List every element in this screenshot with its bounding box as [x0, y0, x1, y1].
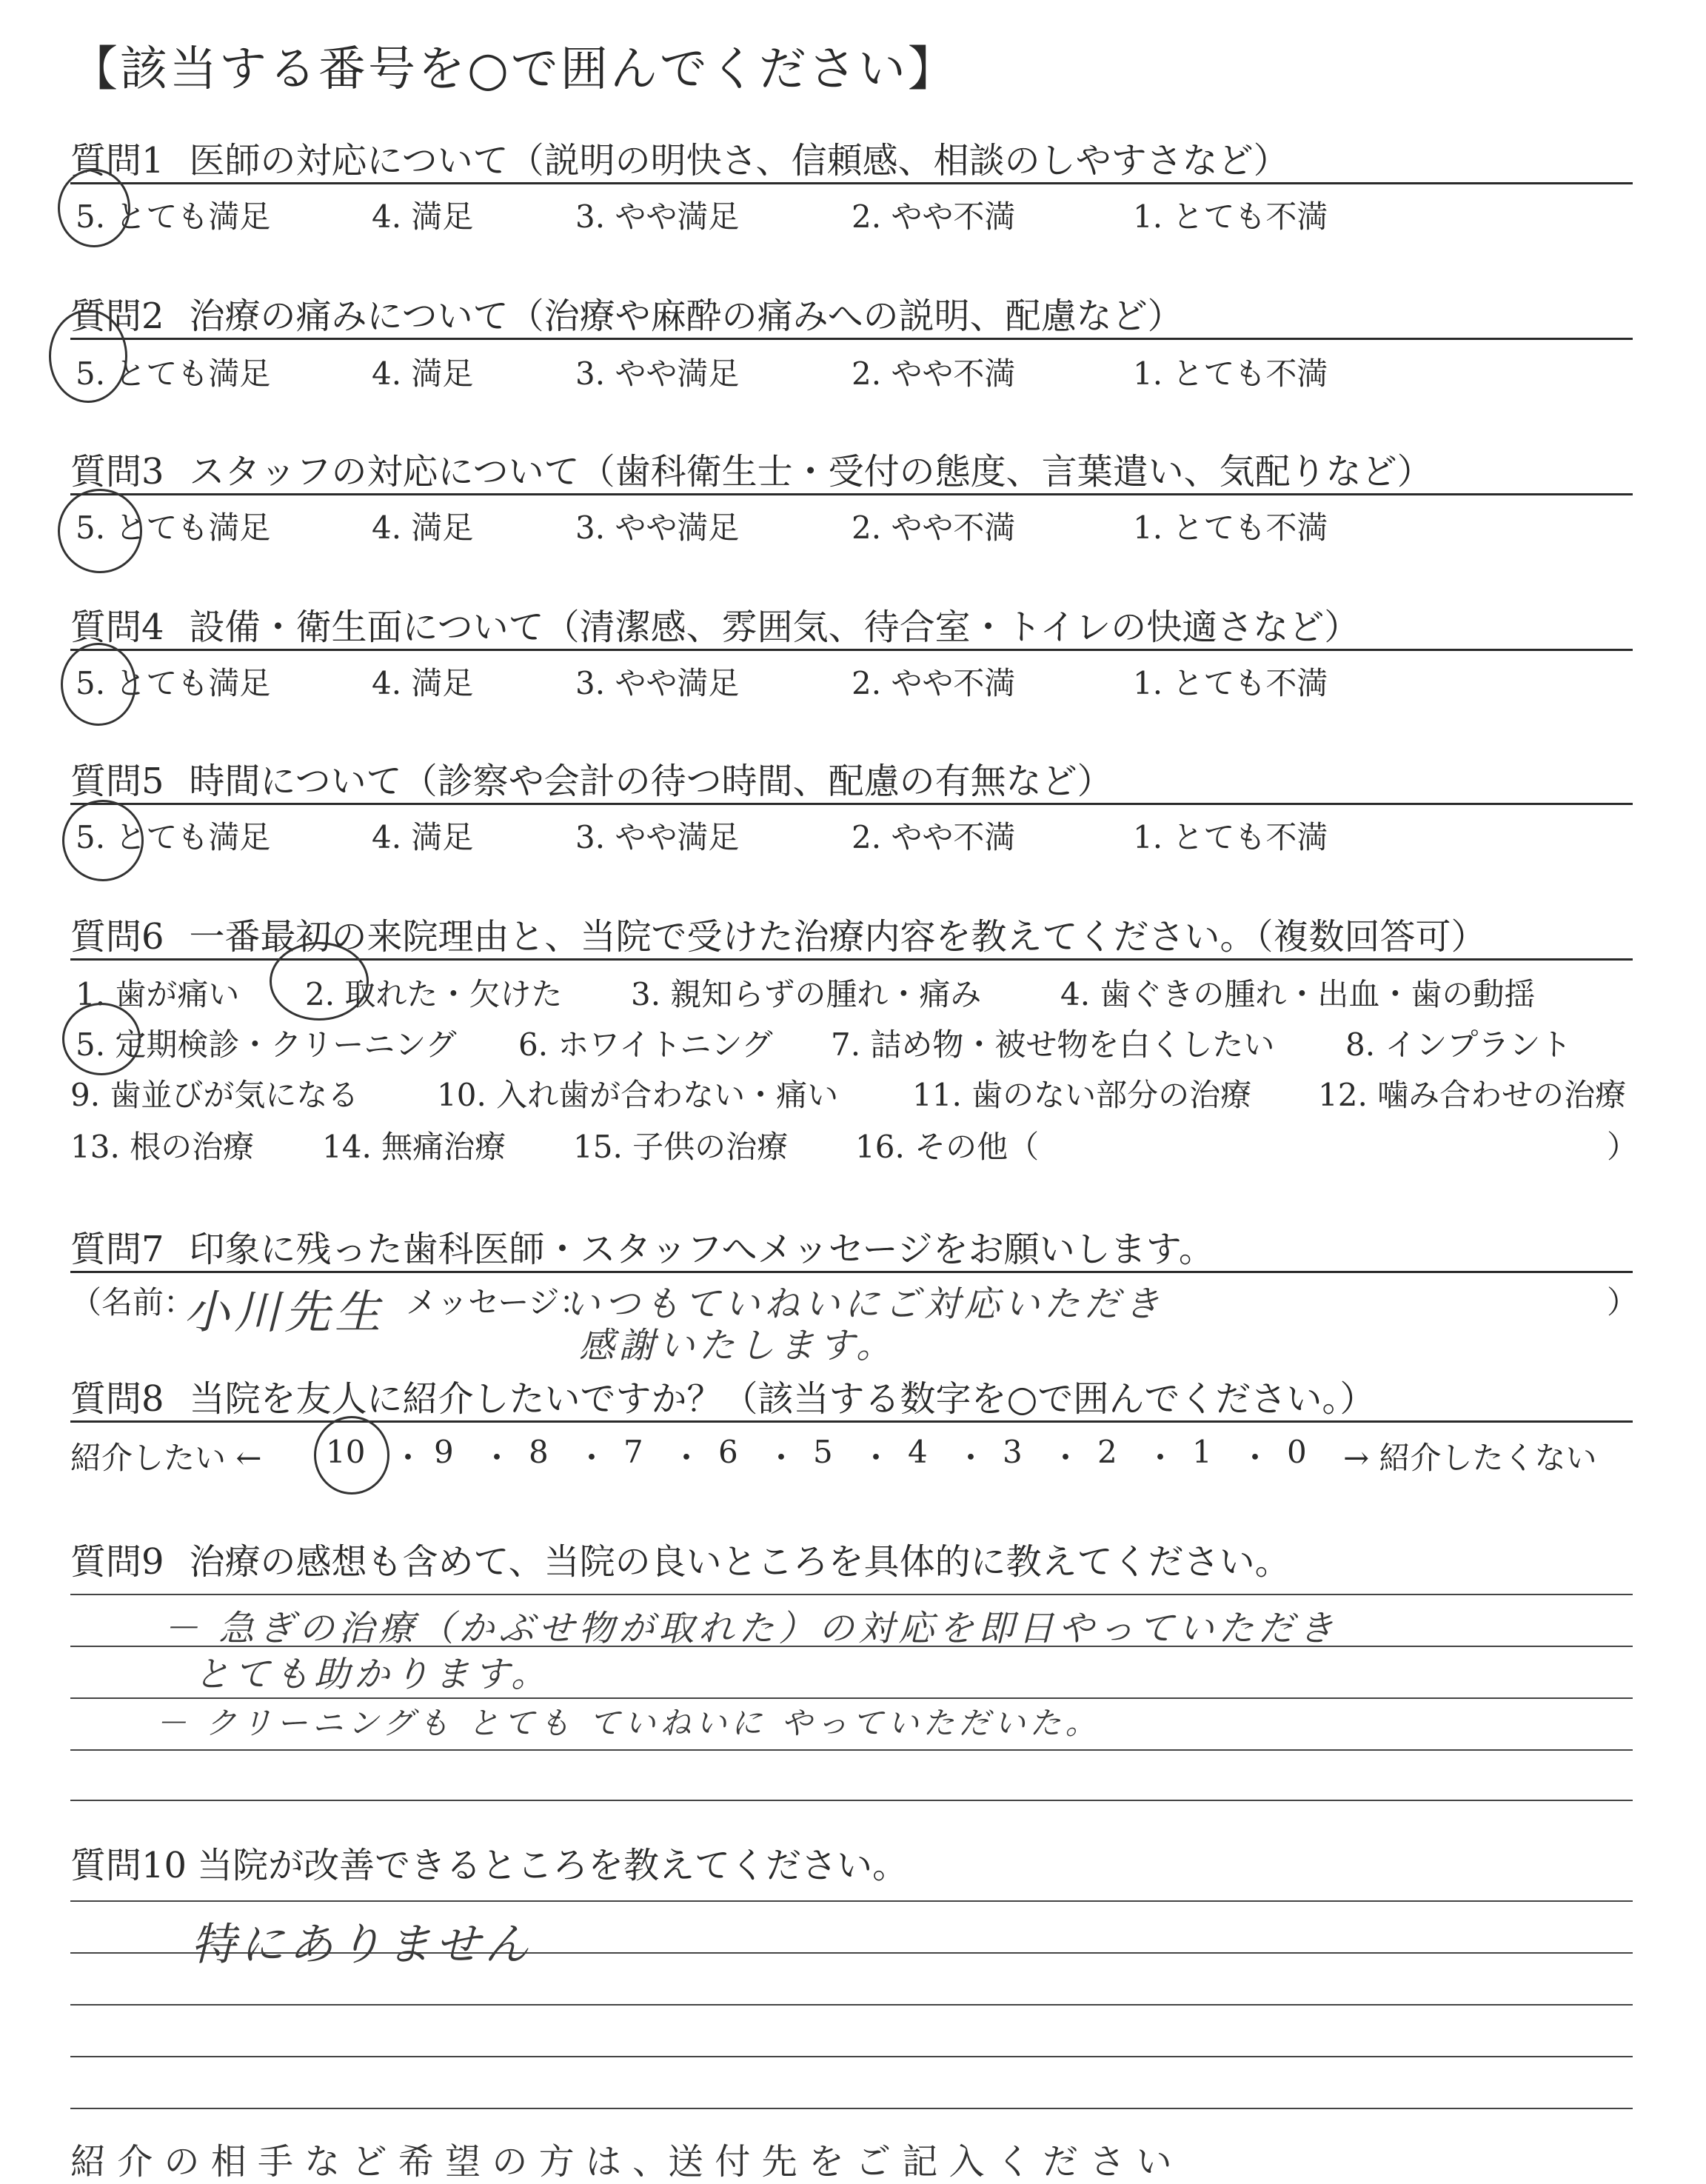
q2-choice-1[interactable]: 1. とても不満 [1133, 355, 1328, 392]
answer-line [70, 2108, 1633, 2109]
question-text: 治療の痛みについて（治療や麻酔の痛みへの説明、配慮など） [189, 295, 1183, 337]
q3-choice-4[interactable]: 4. 満足 [372, 510, 474, 546]
answer-line [70, 2056, 1633, 2057]
q6-option-8[interactable]: 8. インプラント [1345, 1026, 1572, 1063]
q6-option-5[interactable]: 5. 定期検診・クリーニング [76, 1026, 457, 1063]
q5-choice-1[interactable]: 1. とても不満 [1133, 819, 1328, 855]
question-1-heading [70, 132, 1289, 183]
message-label: メッセージ： [406, 1284, 591, 1320]
scale-separator: ・ [392, 1440, 424, 1476]
q6-option-2[interactable]: 2. 取れた・欠けた [305, 976, 563, 1012]
scale-10[interactable]: 10 [326, 1434, 366, 1470]
scale-separator: ・ [1050, 1440, 1082, 1476]
question-rule [70, 182, 1633, 184]
q6-option-13[interactable]: 13. 根の治療 [70, 1129, 255, 1165]
question-number: 質問5 [70, 761, 164, 802]
answer-line [70, 1900, 1633, 1902]
scale-separator: ・ [576, 1440, 608, 1476]
question-rule [70, 1271, 1633, 1273]
q3-choice-1[interactable]: 1. とても不満 [1133, 510, 1328, 546]
question-2-heading [70, 287, 1183, 338]
q6-option-16[interactable]: 16. その他（ [855, 1129, 1040, 1165]
scale-7[interactable]: 7 [623, 1434, 643, 1470]
question-text: スタッフの対応について（歯科衛生士・受付の態度、言葉遣い、気配りなど） [189, 451, 1433, 492]
recommend-right-label: → 紹介したくない [1343, 1440, 1597, 1476]
question-rule [70, 493, 1633, 495]
question-5-heading [70, 752, 1113, 804]
footer-partial-text: 紹 介 の 相 手 な ど 希 望 の 方 は 、送 付 先 を ご 記 入 く だ さ い [70, 2141, 1172, 2183]
q1-choice-2[interactable]: 2. やや不満 [852, 198, 1016, 235]
question-number: 質問6 [70, 916, 164, 958]
scale-9[interactable]: 9 [434, 1434, 454, 1470]
q2-choice-4[interactable]: 4. 満足 [372, 355, 474, 392]
question-number: 質問10 [70, 1845, 187, 1886]
selection-circle [314, 1416, 389, 1495]
scale-separator: ・ [766, 1440, 797, 1476]
question-text: 治療の感想も含めて、当院の良いところを具体的に教えてください。 [189, 1541, 1291, 1583]
question-rule [70, 1420, 1633, 1423]
scale-separator: ・ [860, 1440, 892, 1476]
message-handwritten-line1[interactable]: いつもていねいにご対応いただき [564, 1283, 1165, 1325]
q3-choice-3[interactable]: 3. やや満足 [575, 510, 740, 546]
q9-answer-line1[interactable]: － 急ぎの治療（かぶせ物が取れた）の対応を即日やっていただき [163, 1608, 1339, 1649]
q1-choice-1[interactable]: 1. とても不満 [1133, 198, 1328, 235]
scale-6[interactable]: 6 [718, 1434, 738, 1470]
answer-line [70, 1749, 1633, 1751]
q9-answer-line3[interactable]: － クリーニングも とても ていねいに やっていただいた。 [155, 1705, 1101, 1741]
selection-circle [58, 489, 142, 573]
q5-choice-5[interactable]: 5. とても満足 [76, 819, 271, 855]
answer-line [70, 2004, 1633, 2006]
scale-0[interactable]: 0 [1287, 1434, 1307, 1470]
q6-option-3[interactable]: 3. 親知らずの腫れ・痛み [631, 976, 982, 1012]
q1-choice-5[interactable]: 5. とても満足 [76, 198, 271, 235]
question-number: 質問3 [70, 451, 164, 492]
q4-choice-3[interactable]: 3. やや満足 [575, 665, 740, 701]
question-text: 一番最初の来院理由と、当院で受けた治療内容を教えてください。（複数回答可） [189, 916, 1487, 958]
selection-circle [49, 310, 127, 403]
answer-line [70, 1800, 1633, 1801]
q6-option-15[interactable]: 15. 子供の治療 [573, 1129, 789, 1165]
page-title: 【該当する番号を○で囲んでください】 [70, 42, 957, 97]
q2-choice-5[interactable]: 5. とても満足 [76, 355, 271, 392]
scale-2[interactable]: 2 [1097, 1434, 1117, 1470]
q6-option-6[interactable]: 6. ホワイトニング [518, 1026, 773, 1063]
selection-circle [62, 1003, 141, 1075]
q5-choice-4[interactable]: 4. 満足 [372, 819, 474, 855]
q4-choice-2[interactable]: 2. やや不満 [852, 665, 1016, 701]
question-text: 当院を友人に紹介したいですか？（該当する数字を○で囲んでください。） [189, 1378, 1376, 1420]
question-text: 医師の対応について（説明の明快さ、信頼感、相談のしやすさなど） [189, 140, 1289, 181]
question-number: 質問7 [70, 1229, 164, 1270]
selection-circle [62, 800, 144, 881]
question-rule [70, 338, 1633, 340]
q6-option-12[interactable]: 12. 噛み合わせの治療 [1318, 1077, 1627, 1113]
q5-choice-2[interactable]: 2. やや不満 [852, 819, 1016, 855]
scale-separator: ・ [955, 1440, 987, 1476]
question-text: 設備・衛生面について（清潔感、雰囲気、待合室・トイレの快適さなど） [189, 607, 1360, 648]
q1-choice-4[interactable]: 4. 満足 [372, 198, 474, 235]
name-label: （名前： [70, 1284, 195, 1320]
q5-choice-3[interactable]: 3. やや満足 [575, 819, 740, 855]
q6-option-10[interactable]: 10. 入れ歯が合わない・痛い [437, 1077, 839, 1113]
scale-8[interactable]: 8 [529, 1434, 549, 1470]
question-rule [70, 803, 1633, 805]
q6-other-close: ） [1607, 1129, 1639, 1165]
q2-choice-2[interactable]: 2. やや不満 [852, 355, 1016, 392]
q6-option-9[interactable]: 9. 歯並びが気になる [70, 1077, 359, 1113]
scale-3[interactable]: 3 [1003, 1434, 1023, 1470]
question-6-heading [70, 908, 1487, 959]
question-number: 質問9 [70, 1541, 164, 1583]
scale-separator: ・ [671, 1440, 703, 1476]
q4-choice-4[interactable]: 4. 満足 [372, 665, 474, 701]
scale-separator: ・ [1240, 1440, 1271, 1476]
q1-choice-3[interactable]: 3. やや満足 [575, 198, 740, 235]
q6-option-7[interactable]: 7. 詰め物・被せ物を白くしたい [831, 1026, 1275, 1063]
q6-option-1[interactable]: 1. 歯が痛い [76, 976, 240, 1012]
question-rule [70, 649, 1633, 651]
q6-option-11[interactable]: 11. 歯のない部分の治療 [912, 1077, 1252, 1113]
message-handwritten-line2[interactable]: 感謝いたします。 [579, 1325, 897, 1366]
q4-choice-1[interactable]: 1. とても不満 [1133, 665, 1328, 701]
question-number: 質問2 [70, 295, 164, 337]
question-7-heading [70, 1220, 1214, 1272]
question-4-heading [70, 598, 1359, 649]
q3-choice-2[interactable]: 2. やや不満 [852, 510, 1016, 546]
question-number: 質問1 [70, 140, 164, 181]
scale-1[interactable]: 1 [1192, 1434, 1212, 1470]
scale-separator: ・ [481, 1440, 513, 1476]
question-text: 時間について（診察や会計の待つ時間、配慮の有無など） [189, 761, 1113, 802]
answer-line [70, 1594, 1633, 1595]
name-handwritten[interactable]: 小川先生 [184, 1285, 386, 1339]
scale-5[interactable]: 5 [813, 1434, 833, 1470]
q10-answer[interactable]: 特にありません [191, 1919, 533, 1971]
q2-choice-3[interactable]: 3. やや満足 [575, 355, 740, 392]
selection-circle [58, 169, 130, 247]
message-close: ） [1607, 1284, 1639, 1320]
selection-circle [270, 942, 369, 1021]
question-3-heading [70, 443, 1433, 494]
scale-4[interactable]: 4 [908, 1434, 928, 1470]
question-number: 質問4 [70, 607, 164, 648]
q6-option-4[interactable]: 4. 歯ぐきの腫れ・出血・歯の動揺 [1060, 976, 1536, 1012]
question-text: 当院が改善できるところを教えてください。 [197, 1845, 909, 1886]
q4-choice-5[interactable]: 5. とても満足 [76, 665, 271, 701]
question-number: 質問8 [70, 1378, 164, 1420]
q6-option-14[interactable]: 14. 無痛治療 [322, 1129, 506, 1165]
question-9-heading [70, 1533, 1291, 1584]
question-8-heading [70, 1370, 1375, 1421]
recommend-left-label: 紹介したい ← [70, 1440, 262, 1476]
question-10-heading [70, 1837, 908, 1888]
q3-choice-5[interactable]: 5. とても満足 [76, 510, 271, 546]
q9-answer-line2[interactable]: とても助かります。 [194, 1654, 552, 1695]
scale-separator: ・ [1145, 1440, 1177, 1476]
question-text: 印象に残った歯科医師・スタッフへメッセージをお願いします。 [189, 1229, 1214, 1270]
selection-circle [61, 643, 136, 726]
